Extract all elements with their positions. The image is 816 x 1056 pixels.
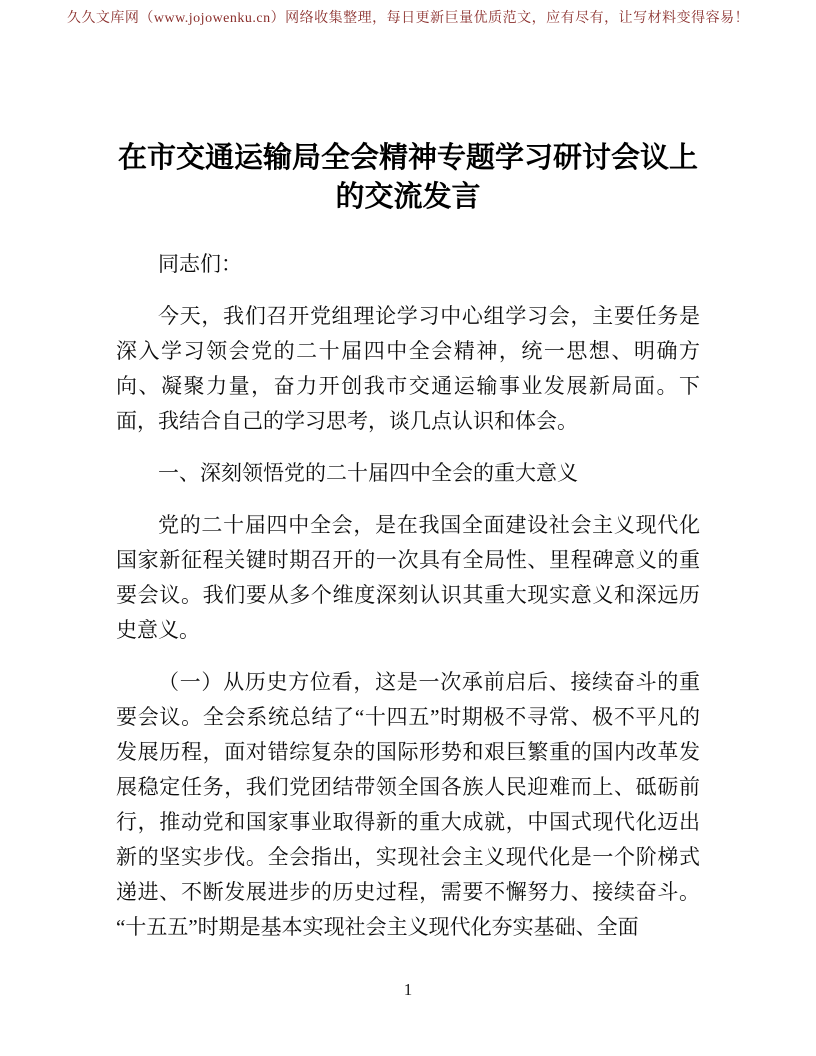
paragraph-greeting: 同志们： [158,252,242,276]
document-body [116,139,700,945]
page-number: 1 [403,980,413,999]
site-watermark-notice: 久久文库网（www.jojowenku.cn）网络收集整理，每日更新巨量优质范文，应有尽有，让写材料变得容易！ [66,11,750,26]
paragraph-section1-lead: 党的二十届四中全会，是在我国全面建设社会主义现代化国家新征程关键时期召开的一次具有全局性、里程碑意义的重要会议。我们要从多个维度深刻认识其重大现实意义和深远历史意义。 [116,513,700,642]
document-title: 在市交通运输局全会精神专题学习研讨会议上的交流发言 [117,142,698,213]
section-heading-1: 一、深刻领悟党的二十届四中全会的重大意义 [158,461,578,485]
page-footer [0,980,816,1000]
paragraph-intro: 今天，我们召开党组理论学习中心组学习会，主要任务是深入学习领会党的二十届四中全会精神，统一思想、明确方向、凝聚力量，奋力开创我市交通运输事业发展新局面。下面，我结合自己的学习思考，谈几点认识和体会。 [116,304,700,433]
paragraph-section1-point1: （一）从历史方位看，这是一次承前启后、接续奋斗的重要会议。全会系统总结了“十四五”时期极不寻常、极不平凡的发展历程，面对错综复杂的国际形势和艰巨繁重的国内改革发展稳定任务，我们党团结带领全国各族人民迎难而上、砥砺前行，推动党和国家事业取得新的重大成就，中国式现代化迈出新的坚实步伐。全会指出，实现社会主义现代化是一个阶梯式递进、不断发展进步的历史过程，需要不懈努力、接续奋斗。“十五五”时期是基本实现社会主义现代化夯实基础、全面 [116,670,700,939]
